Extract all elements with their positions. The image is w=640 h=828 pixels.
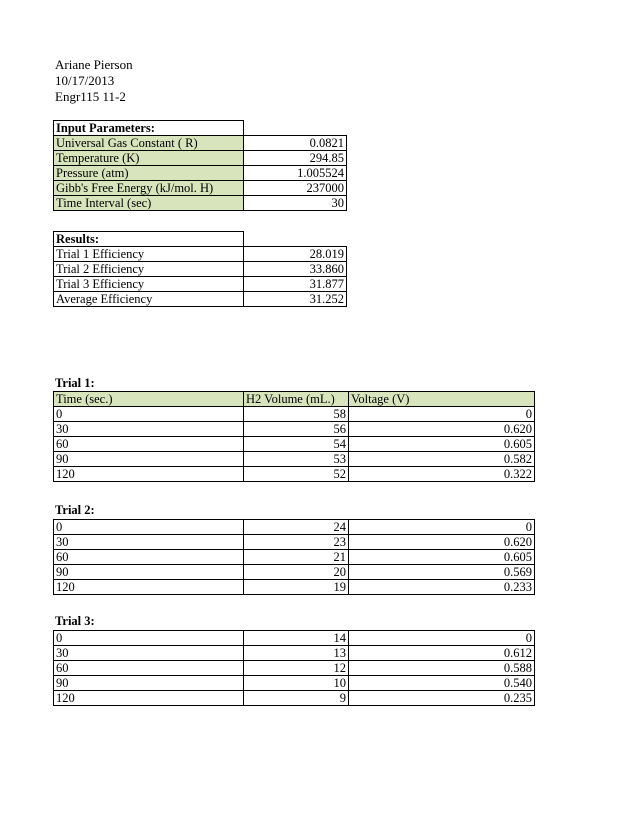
trial-3-title: Trial 3: — [55, 614, 95, 628]
time-cell: 60 — [54, 550, 244, 565]
time-cell: 90 — [54, 676, 244, 691]
voltage-cell: 0.322 — [349, 467, 535, 482]
table-row — [54, 535, 535, 550]
table-row — [54, 452, 535, 467]
table-row — [54, 691, 535, 706]
voltage-cell: 0 — [349, 407, 535, 422]
volume-cell: 53 — [244, 452, 349, 467]
voltage-cell: 0.620 — [349, 535, 535, 550]
result-label: Trial 1 Efficiency — [54, 247, 244, 262]
voltage-cell: 0.612 — [349, 646, 535, 661]
param-value: 237000 — [244, 181, 347, 196]
column-header: Time (sec.) — [54, 392, 244, 407]
volume-cell: 9 — [244, 691, 349, 706]
input-parameters-title: Input Parameters: — [54, 121, 244, 136]
time-cell: 30 — [54, 646, 244, 661]
time-cell: 30 — [54, 422, 244, 437]
voltage-cell: 0.235 — [349, 691, 535, 706]
time-cell: 120 — [54, 467, 244, 482]
result-value: 28.019 — [244, 247, 347, 262]
volume-cell: 10 — [244, 676, 349, 691]
voltage-cell: 0.569 — [349, 565, 535, 580]
param-label: Temperature (K) — [54, 151, 244, 166]
voltage-cell: 0.540 — [349, 676, 535, 691]
param-label: Universal Gas Constant ( R) — [54, 136, 244, 151]
param-value: 30 — [244, 196, 347, 211]
result-label: Trial 3 Efficiency — [54, 277, 244, 292]
results-table — [53, 231, 347, 307]
param-label: Gibb's Free Energy (kJ/mol. H) — [54, 181, 244, 196]
time-cell: 0 — [54, 631, 244, 646]
table-row — [54, 196, 347, 211]
volume-cell: 58 — [244, 407, 349, 422]
time-cell: 60 — [54, 661, 244, 676]
volume-cell: 20 — [244, 565, 349, 580]
voltage-cell: 0.233 — [349, 580, 535, 595]
results-title: Results: — [54, 232, 244, 247]
time-cell: 0 — [54, 407, 244, 422]
volume-cell: 54 — [244, 437, 349, 452]
volume-cell: 21 — [244, 550, 349, 565]
time-cell: 90 — [54, 452, 244, 467]
report-date: 10/17/2013 — [55, 73, 115, 88]
table-row — [54, 631, 535, 646]
input-parameters-table — [53, 120, 347, 211]
param-value: 0.0821 — [244, 136, 347, 151]
result-value: 31.877 — [244, 277, 347, 292]
table-row — [54, 262, 347, 277]
table-row — [54, 676, 535, 691]
voltage-cell: 0.605 — [349, 437, 535, 452]
volume-cell: 52 — [244, 467, 349, 482]
table-row — [54, 166, 347, 181]
trial-2-table — [53, 519, 535, 595]
volume-cell: 14 — [244, 631, 349, 646]
param-label: Time Interval (sec) — [54, 196, 244, 211]
voltage-cell: 0.582 — [349, 452, 535, 467]
table-row — [54, 661, 535, 676]
voltage-cell: 0 — [349, 631, 535, 646]
column-header: H2 Volume (mL.) — [244, 392, 349, 407]
voltage-cell: 0.620 — [349, 422, 535, 437]
volume-cell: 23 — [244, 535, 349, 550]
time-cell: 120 — [54, 580, 244, 595]
table-row — [54, 136, 347, 151]
voltage-cell: 0.605 — [349, 550, 535, 565]
author-name: Ariane Pierson — [55, 57, 133, 72]
trial-1-title: Trial 1: — [55, 376, 95, 390]
table-row — [54, 437, 535, 452]
trial-1-table — [53, 391, 535, 482]
column-header: Voltage (V) — [349, 392, 535, 407]
param-value: 294.85 — [244, 151, 347, 166]
result-label: Trial 2 Efficiency — [54, 262, 244, 277]
result-label: Average Efficiency — [54, 292, 244, 307]
time-cell: 90 — [54, 565, 244, 580]
param-value: 1.005524 — [244, 166, 347, 181]
table-row — [54, 292, 347, 307]
table-row — [54, 277, 347, 292]
result-value: 33.860 — [244, 262, 347, 277]
table-row — [54, 565, 535, 580]
table-row — [54, 550, 535, 565]
result-value: 31.252 — [244, 292, 347, 307]
time-cell: 120 — [54, 691, 244, 706]
table-row — [54, 520, 535, 535]
table-row — [54, 247, 347, 262]
voltage-cell: 0 — [349, 520, 535, 535]
document-header — [55, 57, 133, 105]
table-row — [54, 407, 535, 422]
volume-cell: 24 — [244, 520, 349, 535]
time-cell: 0 — [54, 520, 244, 535]
table-row — [54, 151, 347, 166]
voltage-cell: 0.588 — [349, 661, 535, 676]
volume-cell: 12 — [244, 661, 349, 676]
trial-3-table — [53, 630, 535, 706]
volume-cell: 13 — [244, 646, 349, 661]
time-cell: 60 — [54, 437, 244, 452]
table-row — [54, 181, 347, 196]
table-row — [54, 422, 535, 437]
table-row — [54, 580, 535, 595]
param-label: Pressure (atm) — [54, 166, 244, 181]
table-row — [54, 646, 535, 661]
volume-cell: 56 — [244, 422, 349, 437]
volume-cell: 19 — [244, 580, 349, 595]
time-cell: 30 — [54, 535, 244, 550]
table-row — [54, 467, 535, 482]
course-code: Engr115 11-2 — [55, 89, 126, 104]
trial-2-title: Trial 2: — [55, 503, 95, 517]
table-header-row — [54, 392, 535, 407]
